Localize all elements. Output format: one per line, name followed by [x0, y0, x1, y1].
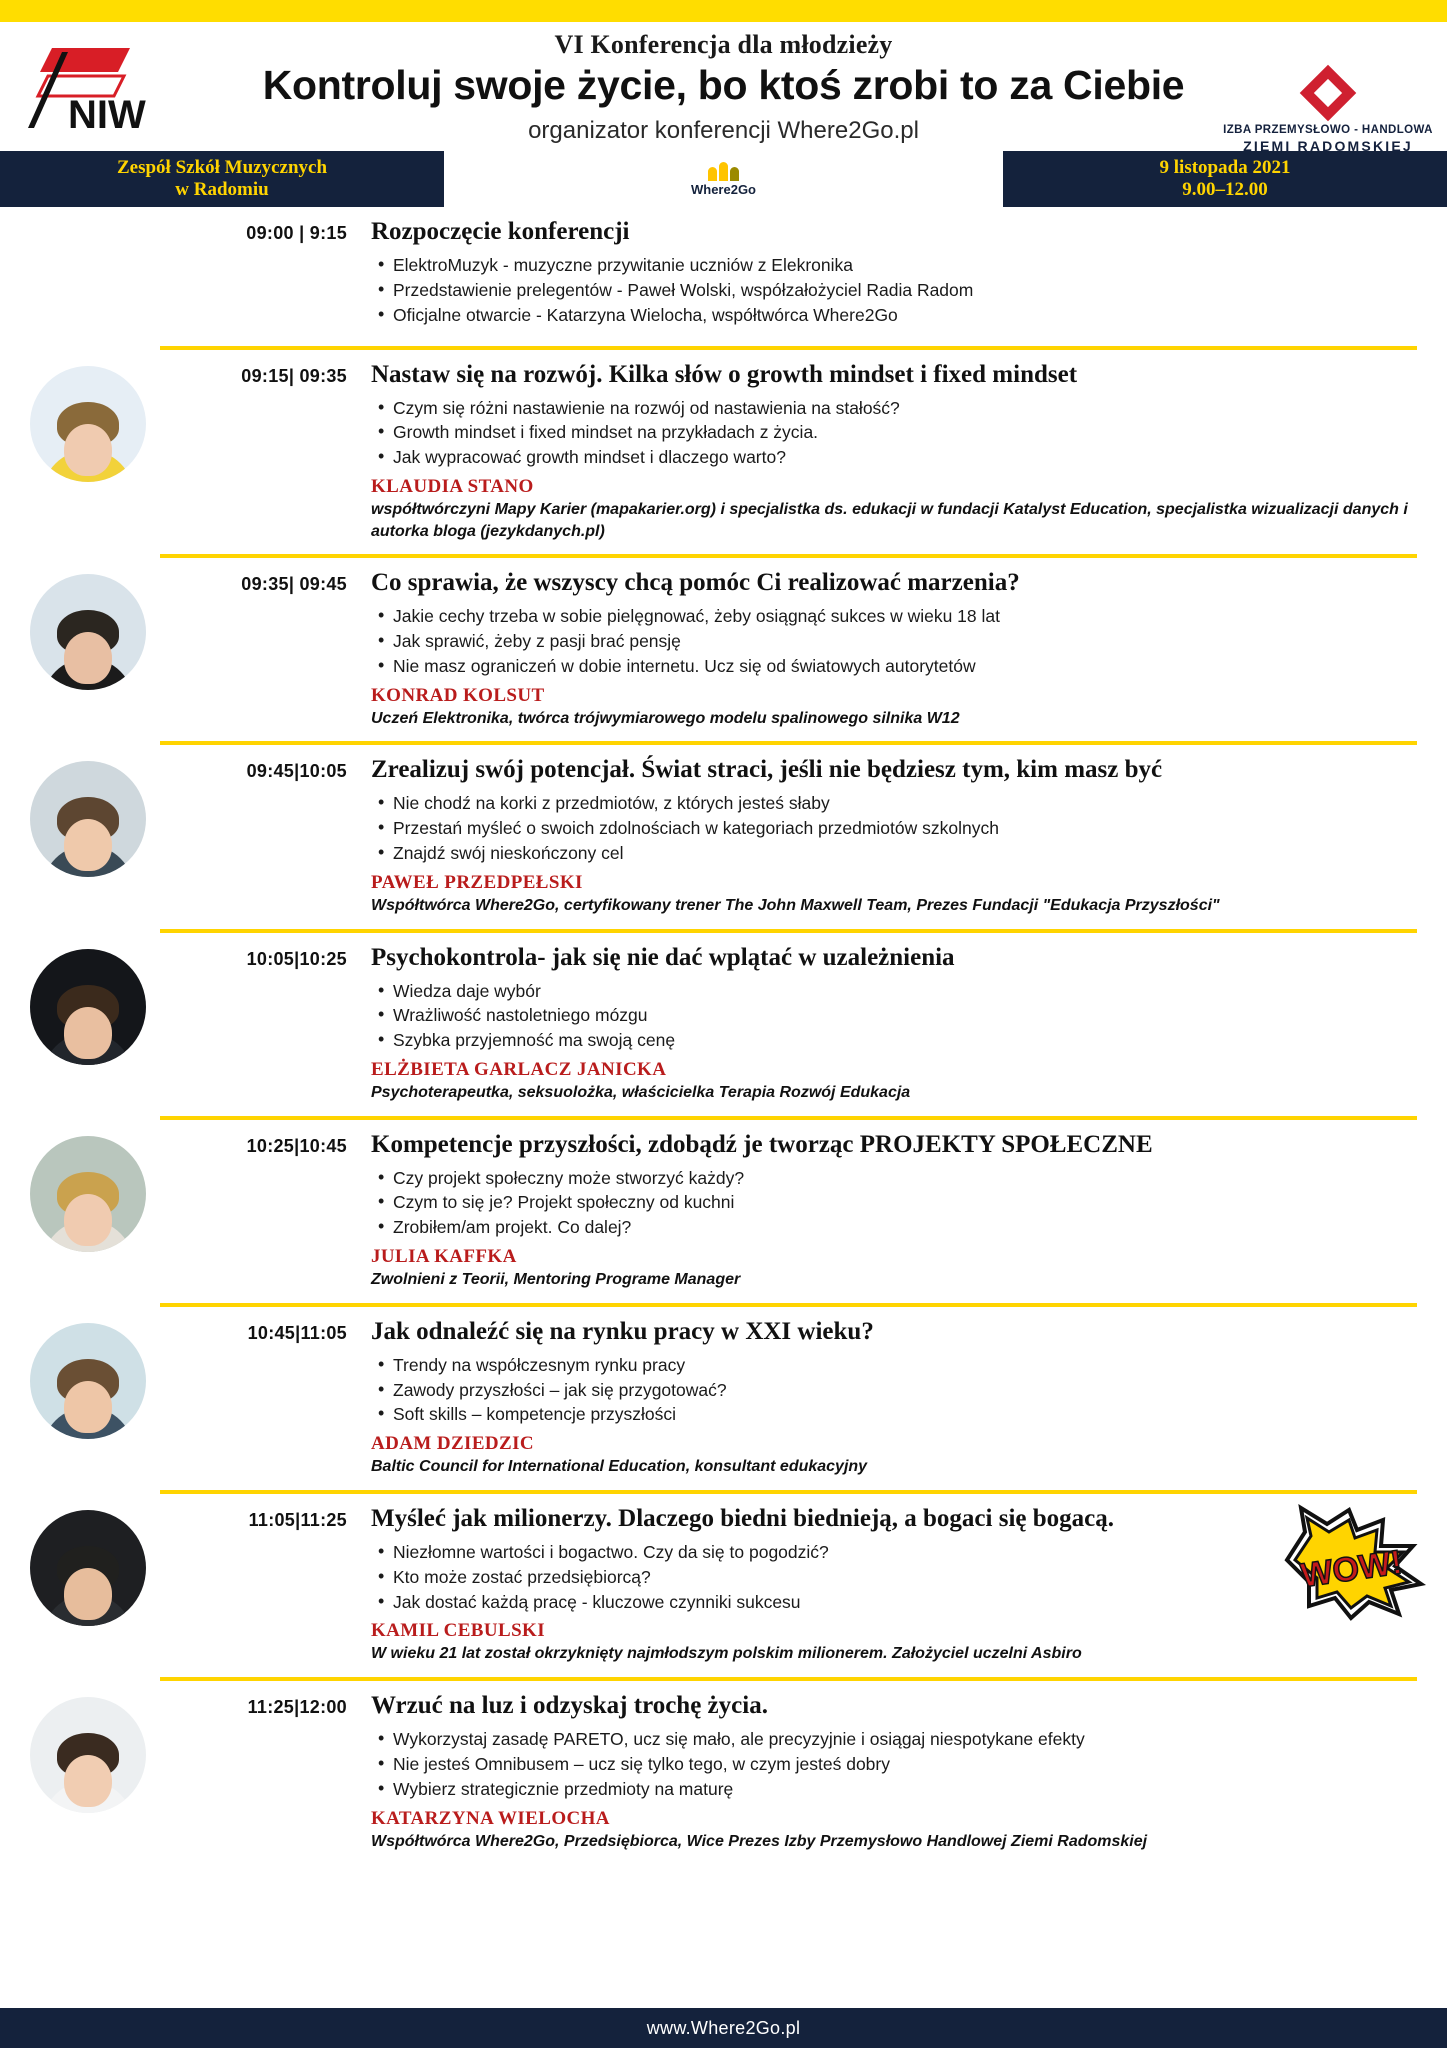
avatar: [30, 1697, 146, 1813]
speaker-name: ELŻBIETA GARLACZ JANICKA: [371, 1059, 667, 1081]
speaker-bio: Współtwórca Where2Go, certyfikowany trener The John Maxwell Team, Prezes Fundacji "Edukacja Przyszłości": [371, 896, 1220, 914]
session-time: 11:05|11:25: [248, 1509, 347, 1530]
session-title: Nastaw się na rozwój. Kilka słów o growth mindset i fixed mindset: [371, 360, 1078, 388]
session-details: [365, 755, 1417, 916]
session-details: [365, 1130, 1417, 1291]
list-item: • Zawody przyszłości – jak się przygotować?: [371, 1378, 1417, 1403]
agenda-list: [0, 207, 1447, 1858]
list-item: • Wiedza daje wybór: [371, 979, 1417, 1004]
speaker-name: KAMIL CEBULSKI: [371, 1620, 546, 1642]
agenda-session: [0, 745, 1447, 922]
speaker-bio: Psychoterapeutka, seksuolożka, właścicielka Terapia Rozwój Edukacja: [371, 1084, 911, 1102]
speaker-bio: Uczeń Elektronika, twórca trójwymiarowego modelu spalinowego silnika W12: [371, 709, 960, 727]
session-details: [365, 360, 1417, 543]
list-item: • Wrażliwość nastoletniego mózgu: [371, 1003, 1417, 1028]
list-item: • Zrobiłem/am projekt. Co dalej?: [371, 1215, 1417, 1240]
session-time: 10:05|10:25: [246, 948, 347, 969]
list-item: • Jakie cechy trzeba w sobie pielęgnować, żeby osiągnąć sukces w wieku 18 lat: [371, 604, 1417, 629]
organizer-line: organizator konferencji Where2Go.pl: [528, 117, 919, 144]
list-item: • Przestań myśleć o swoich zdolnościach w kategoriach przedmiotów szkolnych: [371, 816, 1417, 841]
event-hours: 9.00–12.00: [1182, 179, 1268, 200]
avatar: [30, 1510, 146, 1626]
list-item: • Soft skills – kompetencje przyszłości: [371, 1402, 1417, 1427]
session-details: [365, 943, 1417, 1104]
avatar: [30, 1323, 146, 1439]
speaker-photo-cell: [0, 1504, 175, 1626]
agenda-session: [0, 1120, 1447, 1297]
session-details: [365, 1691, 1417, 1852]
speaker-photo-cell: [0, 360, 175, 482]
speaker-photo-cell: [0, 1691, 175, 1813]
session-details: [365, 568, 1417, 729]
session-details: [365, 1317, 1417, 1478]
chamber-of-commerce-logo: [1223, 66, 1433, 154]
session-title: Co sprawia, że wszyscy chcą pomóc Ci realizować marzenia?: [371, 569, 1020, 597]
agenda-session: [0, 558, 1447, 735]
svg-text:WOW!: WOW!: [1298, 1543, 1405, 1595]
session-details: [365, 217, 1417, 334]
speaker-name: KONRAD KOLSUT: [371, 684, 545, 706]
conference-subtitle: VI Konferencja dla młodzieży: [554, 30, 893, 59]
agenda-session: [0, 933, 1447, 1110]
speaker-bio: Współtwórca Where2Go, Przedsiębiorca, Wice Prezes Izby Przemysłowo Handlowej Ziemi Radomskiej: [371, 1832, 1148, 1850]
venue-line-1: Zespół Szkół Muzycznych: [116, 157, 328, 179]
diamond-icon: [1301, 66, 1355, 120]
where2go-logo-icon: [691, 161, 756, 197]
list-item: • Znajdź swój nieskończony cel: [371, 841, 1417, 866]
list-item: • Nie masz ograniczeń w dobie internetu. Ucz się od światowych autorytetów: [371, 654, 1417, 679]
list-item: • Growth mindset i fixed mindset na przykładach z życia.: [371, 420, 1417, 445]
venue-line-2: w Radomiu: [175, 179, 269, 200]
footer-bar: [0, 2008, 1447, 2048]
event-info-strip: [0, 151, 1447, 207]
speaker-bio: W wieku 21 lat został okrzyknięty najmłodszym polskim milionerem. Założyciel uczelni Asbiro: [371, 1645, 1082, 1663]
session-bullet-list: [371, 253, 1417, 328]
list-item: • Niezłomne wartości i bogactwo. Czy da się to pogodzić?: [371, 1540, 1417, 1565]
session-bullet-list: [371, 1166, 1417, 1241]
session-time: 11:25|12:00: [247, 1697, 347, 1717]
session-bullet-list: [371, 1540, 1417, 1615]
session-bullet-list: [371, 1727, 1417, 1802]
session-time: 09:15| 09:35: [241, 365, 347, 386]
page-title: Kontroluj swoje życie, bo ktoś zrobi to za Ciebie: [262, 62, 1185, 108]
chamber-line-1: IZBA PRZEMYSŁOWO - HANDLOWA: [1223, 124, 1433, 136]
session-time: 09:00 | 9:15: [246, 223, 347, 243]
avatar: [30, 949, 146, 1065]
chamber-line-2: ZIEMI RADOMSKIEJ: [1243, 138, 1413, 154]
wow-badge-icon: [1279, 1502, 1429, 1622]
session-title: Wrzuć na luz i odzyskaj trochę życia.: [371, 1692, 768, 1719]
speaker-name: ADAM DZIEDZIC: [371, 1433, 535, 1455]
session-time: 10:45|11:05: [247, 1322, 347, 1343]
session-title: Rozpoczęcie konferencji: [371, 218, 630, 245]
list-item: • Jak dostać każdą pracę - kluczowe czynniki sukcesu: [371, 1590, 1417, 1615]
speaker-photo-cell: [0, 568, 175, 690]
avatar: [30, 1136, 146, 1252]
speaker-photo-cell: [0, 755, 175, 877]
session-title: Kompetencje przyszłości, zdobądź je tworząc PROJEKTY SPOŁECZNE: [371, 1130, 1153, 1158]
session-bullet-list: [371, 979, 1417, 1054]
speaker-bio: Zwolnieni z Teorii, Mentoring Programe Manager: [371, 1271, 741, 1289]
list-item: • Czym się różni nastawienie na rozwój od nastawienia na stałość?: [371, 396, 1417, 421]
list-item: • Nie jesteś Omnibusem – ucz się tylko tego, w czym jesteś dobry: [371, 1752, 1417, 1777]
speaker-bio: współtwórczyni Mapy Karier (mapakarier.org) i specjalistka ds. edukacji w fundacji Katalyst Education, specjalistka wizualizacji danych i autorka bloga (jezykdanych.pl): [371, 501, 1408, 540]
agenda-session: [0, 1307, 1447, 1484]
speaker-name: KLAUDIA STANO: [371, 476, 534, 498]
speaker-name: PAWEŁ PRZEDPEŁSKI: [371, 871, 583, 893]
session-title: Psychokontrola- jak się nie dać wplątać w uzależnienia: [371, 943, 955, 971]
speaker-photo-cell: [0, 943, 175, 1065]
session-bullet-list: [371, 1353, 1417, 1428]
avatar: [30, 366, 146, 482]
venue-block: [0, 151, 444, 207]
niw-logo-icon: [22, 42, 152, 134]
list-item: • Czym to się je? Projekt społeczny od kuchni: [371, 1190, 1417, 1215]
where2go-logo-text: Where2Go: [690, 182, 756, 197]
date-block: [1003, 151, 1447, 207]
speaker-name: JULIA KAFFKA: [371, 1246, 517, 1268]
list-item: • Czy projekt społeczny może stworzyć każdy?: [371, 1166, 1417, 1191]
list-item: • Trendy na współczesnym rynku pracy: [371, 1353, 1417, 1378]
list-item: • Nie chodź na korki z przedmiotów, z których jesteś słaby: [371, 791, 1417, 816]
list-item: • Jak wypracować growth mindset i dlaczego warto?: [371, 445, 1417, 470]
session-time: 09:35| 09:45: [241, 574, 347, 595]
session-title: Jak odnaleźć się na rynku pracy w XXI wieku?: [371, 1317, 874, 1345]
agenda-session: [0, 207, 1447, 340]
session-title: Zrealizuj swój potencjał. Świat straci, jeśli nie będziesz tym, kim masz być: [371, 756, 1163, 784]
avatar: [30, 761, 146, 877]
footer-url[interactable]: www.Where2Go.pl: [646, 2017, 801, 2038]
avatar: [30, 574, 146, 690]
session-time: 09:45|10:05: [246, 761, 347, 782]
where2go-logo-block: [444, 151, 1003, 207]
speaker-photo-cell: [0, 217, 175, 223]
session-bullet-list: [371, 396, 1417, 471]
list-item: • ElektroMuzyk - muzyczne przywitanie uczniów z Elekronika: [371, 253, 1417, 278]
agenda-session: [0, 1494, 1447, 1671]
session-bullet-list: [371, 791, 1417, 866]
list-item: • Szybka przyjemność ma swoją cenę: [371, 1028, 1417, 1053]
list-item: • Wykorzystaj zasadę PARETO, ucz się mało, ale precyzyjnie i osiągaj niespotykane efekty: [371, 1727, 1417, 1752]
list-item: • Jak sprawić, żeby z pasji brać pensję: [371, 629, 1417, 654]
list-item: • Oficjalne otwarcie - Katarzyna Wielocha, współtwórca Where2Go: [371, 303, 1417, 328]
session-title: Myśleć jak milionerzy. Dlaczego biedni biednieją, a bogaci się bogacą.: [371, 1504, 1114, 1532]
top-accent-bar: [0, 0, 1447, 22]
list-item: • Kto może zostać przedsiębiorcą?: [371, 1565, 1417, 1590]
list-item: • Wybierz strategicznie przedmioty na maturę: [371, 1777, 1417, 1802]
agenda-session: [0, 1681, 1447, 1858]
speaker-photo-cell: [0, 1317, 175, 1439]
svg-text:NIW: NIW: [68, 93, 146, 134]
list-item: • Przedstawienie prelegentów - Paweł Wolski, współzałożyciel Radia Radom: [371, 278, 1417, 303]
session-bullet-list: [371, 604, 1417, 679]
agenda-session: [0, 350, 1447, 549]
page-header: [0, 22, 1447, 154]
session-details: [365, 1504, 1417, 1665]
event-date: 9 listopada 2021: [1159, 157, 1291, 179]
speaker-name: KATARZYNA WIELOCHA: [371, 1807, 610, 1829]
speaker-bio: Baltic Council for International Education, konsultant edukacyjny: [371, 1458, 868, 1476]
speaker-photo-cell: [0, 1130, 175, 1252]
session-time: 10:25|10:45: [246, 1135, 347, 1156]
